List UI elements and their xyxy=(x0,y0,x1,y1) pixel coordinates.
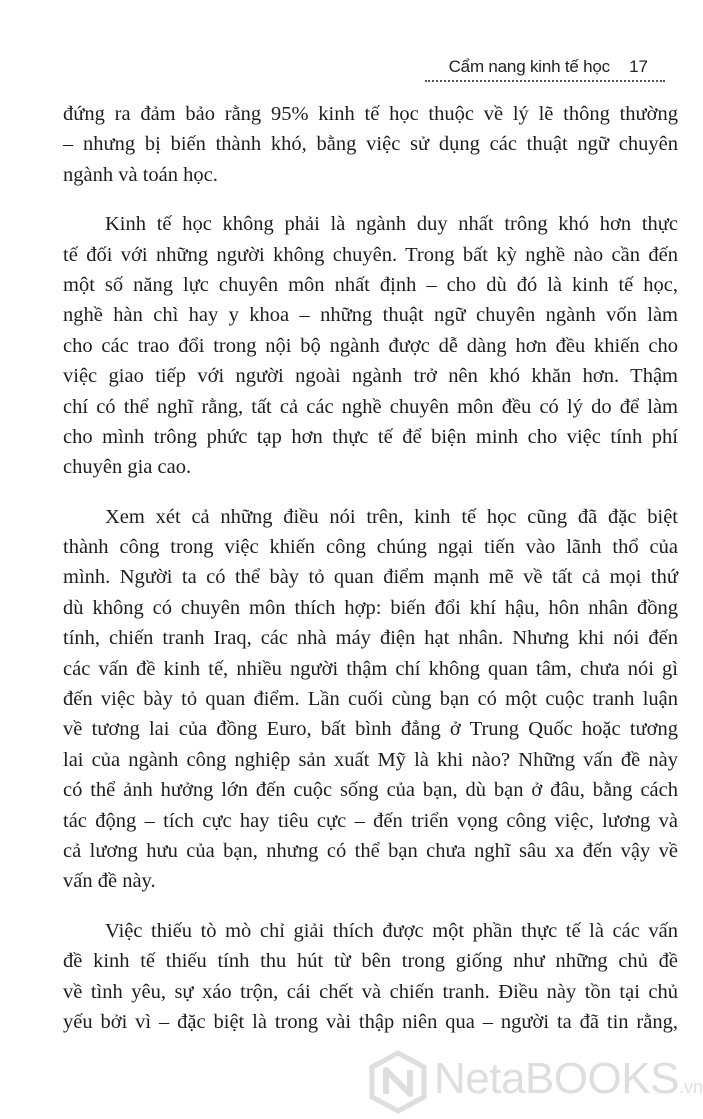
paragraph-3 xyxy=(63,502,678,897)
text-line: Kinh tế học không phải là ngành duy nhất trông khó hơn thực xyxy=(105,213,678,236)
text-line: thành công trong việc khiến công chúng ngại tiến vào lãnh thổ của xyxy=(63,536,678,559)
text-line: về tương lai của đồng Euro, bất bình đẳng ở Trung Quốc hoặc tương xyxy=(63,718,678,741)
text-line: về tình yêu, sự xáo trộn, cái chết và chiến tranh. Điều này tồn tại chủ xyxy=(63,980,678,1003)
text-line: cho mình trông phức tạp hơn thực tế để biện minh cho việc tính phí xyxy=(63,425,678,448)
text-line: cho các trao đổi trong nội bộ ngành được dễ dàng hơn đều khiến cho xyxy=(63,334,678,357)
text-line: Xem xét cả những điều nói trên, kinh tế học cũng đã đặc biệt xyxy=(105,505,678,528)
text-line: đứng ra đảm bảo rằng 95% kinh tế học thuộc về lý lẽ thông thường xyxy=(63,103,678,125)
running-title: Cẩm nang kinh tế học xyxy=(448,57,610,76)
text-line: – nhưng bị biến thành khó, bằng việc sử dụng các thuật ngữ chuyên xyxy=(63,133,678,156)
text-line: mình. Người ta có thể bày tỏ quan điểm mạnh mẽ về tất cả mọi thứ xyxy=(63,566,678,589)
watermark-brand-name: NetaBOOKS xyxy=(434,1054,679,1103)
text-line: cả lương hưu của bạn, nhưng có thể bạn chưa nghĩ sâu xa đến vậy về xyxy=(63,839,678,862)
text-line: yếu bởi vì – đặc biệt là trong vài thập niên qua – người ta đã tin rằng, xyxy=(63,1010,678,1033)
neta-n-logo-icon xyxy=(366,1050,430,1114)
text-line: tác động – tích cực hay tiêu cực – đến triển vọng công việc, lương và xyxy=(63,809,678,832)
text-line: đề kinh tế thiếu tính thu hút từ bên trong giống như những chủ đề xyxy=(63,950,678,973)
text-line: ngành và toán học. xyxy=(63,163,218,186)
text-line: việc giao tiếp với người ngoài ngành trở nên khó khăn hơn. Thậm xyxy=(63,365,678,388)
text-line: tế đối với những người không chuyên. Trong bất kỳ nghề nào cần đến xyxy=(63,243,678,266)
text-line: nghề hàn chì hay y khoa – những thuật ngữ chuyên ngành vốn làm xyxy=(63,304,678,327)
text-line: đến việc bày tỏ quan điểm. Lần cuối cùng bạn có một cuộc tranh luận xyxy=(63,688,678,711)
netabooks-watermark xyxy=(362,1050,703,1112)
text-line: các vấn đề kinh tế, nhiều người thậm chí không quan tâm, chưa nói gì xyxy=(63,657,678,680)
text-line: vấn đề này. xyxy=(63,870,156,893)
text-line: một số năng lực chuyên môn nhất định – cho dù đó là kinh tế học, xyxy=(63,273,678,296)
header-dotted-rule xyxy=(425,80,665,82)
watermark-suffix: .vn xyxy=(678,1077,703,1097)
paragraph-2 xyxy=(63,209,678,483)
running-header xyxy=(0,51,700,83)
text-line: dù không có chuyên môn thích hợp: biến đổi khí hậu, hôn nhân đồng xyxy=(63,596,678,619)
text-line: chí có thể nghĩ rằng, tất cả các nghề chuyên môn đều có lý do để làm xyxy=(63,395,678,418)
paragraph-4 xyxy=(63,916,678,1038)
paragraph-1 xyxy=(63,99,678,190)
watermark-brand xyxy=(434,1054,703,1104)
page-number: 17 xyxy=(629,57,648,76)
text-line: tính, chiến tranh Iraq, các nhà máy điện hạt nhân. Nhưng khi nói đến xyxy=(63,627,678,650)
text-line: có thể ảnh hưởng lớn đến cuộc sống của bạn, dù bạn ở đâu, bằng cách xyxy=(63,779,678,802)
text-line: lai của ngành công nghiệp sản xuất Mỹ là khi nào? Những vấn đề này xyxy=(63,748,678,771)
text-line: Việc thiếu tò mò chỉ giải thích được một phần thực tế là các vấn xyxy=(105,919,678,942)
body-text xyxy=(63,99,678,1056)
text-line: chuyên gia cao. xyxy=(63,456,192,479)
